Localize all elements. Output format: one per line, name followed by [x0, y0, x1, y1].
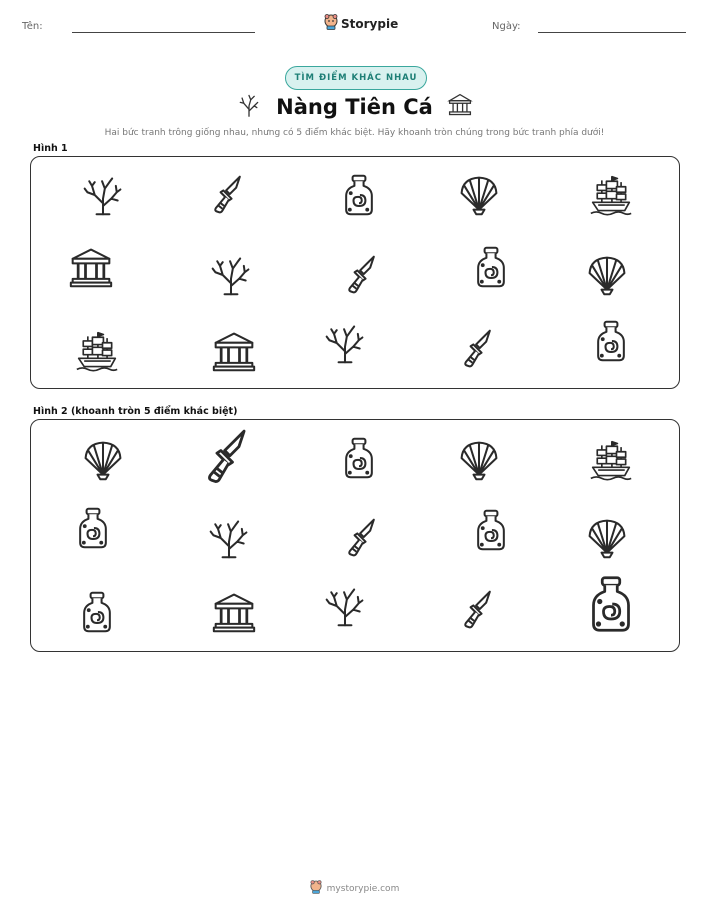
picture2-item-ship-icon[interactable]: [589, 438, 633, 482]
picture2-item-bottle-icon[interactable]: [469, 508, 513, 552]
picture1-item-coral-icon[interactable]: [323, 321, 367, 365]
worksheet-badge: TÌM ĐIỂM KHÁC NHAU: [285, 66, 427, 90]
picture2-item-bottle-icon[interactable]: [71, 506, 115, 550]
picture1-item-bottle-icon[interactable]: [337, 173, 381, 217]
picture1-panel: [30, 156, 680, 389]
picture2-item-bottle-icon[interactable]: [75, 590, 119, 634]
footer: [0, 880, 709, 897]
picture1-item-bottle-icon[interactable]: [469, 245, 513, 289]
picture2-item-bottle-icon[interactable]: [581, 570, 641, 638]
picture1-item-coral-icon[interactable]: [209, 253, 253, 297]
coral-icon: [236, 92, 262, 122]
storypie-mascot-icon: [324, 14, 338, 33]
name-line: [72, 32, 255, 33]
picture1-item-coral-icon[interactable]: [81, 173, 125, 217]
picture1-item-dagger-icon[interactable]: [455, 327, 499, 371]
picture2-item-coral-icon[interactable]: [207, 516, 251, 560]
picture2-item-shell-icon[interactable]: [585, 516, 629, 560]
brand-name: Storypie: [341, 16, 399, 31]
page-title: Nàng Tiên Cá: [276, 95, 433, 119]
footer-site: mystorypie.com: [326, 883, 400, 894]
picture1-item-bottle-icon[interactable]: [589, 319, 633, 363]
picture1-item-ship-icon[interactable]: [589, 173, 633, 217]
picture2-item-bottle-icon[interactable]: [337, 436, 381, 480]
picture2-item-shell-icon[interactable]: [457, 438, 501, 482]
picture2-item-dagger-icon[interactable]: [455, 588, 499, 632]
date-line: [538, 32, 686, 33]
picture2-item-temple-icon[interactable]: [212, 590, 256, 634]
title-row: [0, 92, 709, 122]
date-label: Ngày:: [492, 21, 521, 32]
picture2-panel: [30, 419, 680, 652]
instructions: Hai bức tranh trông giống nhau, nhưng có 5 điểm khác biệt. Hãy khoanh tròn chúng trong bức tranh phía dưới!: [104, 128, 605, 138]
picture2-item-dagger-icon[interactable]: [339, 516, 383, 560]
name-label: Tên:: [22, 21, 43, 32]
picture2-item-shell-icon[interactable]: [81, 438, 125, 482]
picture1-item-shell-icon[interactable]: [457, 173, 501, 217]
picture1-item-ship-icon[interactable]: [75, 329, 119, 373]
picture2-item-coral-icon[interactable]: [323, 584, 367, 628]
picture1-item-dagger-icon[interactable]: [205, 173, 249, 217]
storypie-mascot-icon: [310, 880, 322, 897]
picture1-item-dagger-icon[interactable]: [339, 253, 383, 297]
picture1-label: Hình 1: [33, 143, 68, 154]
brand-logo: [324, 14, 398, 33]
temple-icon: [447, 92, 473, 122]
picture2-label: Hình 2 (khoanh tròn 5 điểm khác biệt): [33, 406, 238, 417]
picture1-item-temple-icon[interactable]: [69, 245, 113, 289]
picture1-item-shell-icon[interactable]: [585, 253, 629, 297]
picture2-item-dagger-icon[interactable]: [195, 426, 257, 488]
picture1-item-temple-icon[interactable]: [212, 329, 256, 373]
